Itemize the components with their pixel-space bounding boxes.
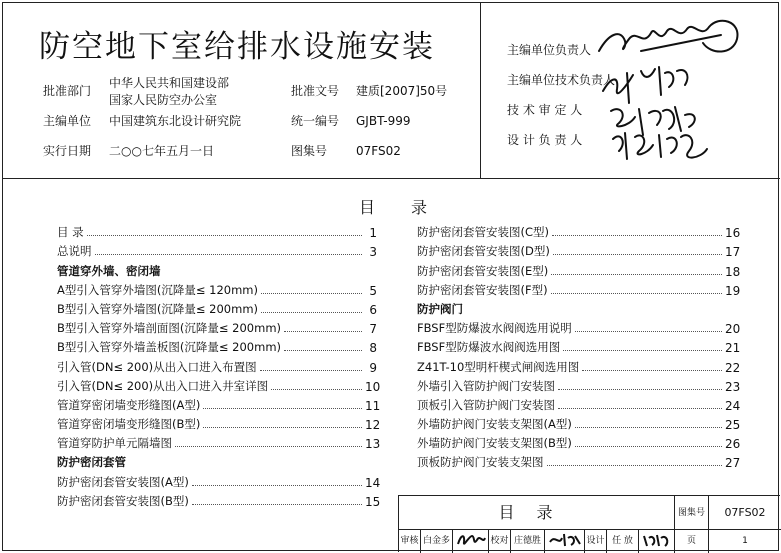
toc-entry[interactable] <box>417 375 741 394</box>
toc-entry[interactable] <box>57 413 381 433</box>
toc-entry-label: 外墙引入管防护阀门安装图 <box>417 378 555 393</box>
toc-page-number: 15 <box>365 494 381 509</box>
design-label: 设计 <box>585 530 607 553</box>
toc-page-number: 14 <box>365 475 381 490</box>
checker-signature-icon <box>547 530 583 550</box>
toc-entry[interactable] <box>57 432 381 452</box>
toc-page-number: 11 <box>365 398 381 413</box>
designer-signature-icon <box>641 530 673 550</box>
checker-signature <box>545 530 585 553</box>
toc-entry-label: B型引入管穿外墙图(沉降量≤ 200mm) <box>57 301 259 316</box>
toc-entry-label: B型引入管穿外墙盖板图(沉降量≤ 200mm) <box>57 340 282 355</box>
toc-entry[interactable] <box>57 221 377 240</box>
toc-page-number: 21 <box>725 341 741 356</box>
toc-page-number: 22 <box>725 360 741 375</box>
handwritten-signatures <box>581 11 771 171</box>
toc-page-number: 17 <box>725 245 741 260</box>
toc-entry[interactable] <box>57 336 377 355</box>
toc-page-number: 12 <box>365 418 381 433</box>
toc-entry[interactable] <box>57 240 377 259</box>
toc-dot-leader <box>558 408 722 409</box>
toc-page-number: 18 <box>725 264 741 279</box>
toc-entry-label: 外墙防护阀门安装支架图(B型) <box>417 436 572 451</box>
toc-page-number: 5 <box>369 283 377 298</box>
atlas-title: 防空地下室给排水设施安装 <box>39 29 435 65</box>
toc-entry-label: 防护密闭套管安装图(E型) <box>417 263 549 278</box>
page-label: 页 <box>675 530 709 553</box>
drawing-frame <box>2 2 779 551</box>
designer-signature <box>639 530 675 553</box>
title-block <box>3 3 780 179</box>
toc-page-number: 10 <box>365 379 381 394</box>
toc-entry-label: 防护密闭套管安装图(B型) <box>57 493 189 508</box>
page-value: 1 <box>742 536 748 546</box>
atlas-no-value: 07FS02 <box>356 144 401 158</box>
toc-dot-leader <box>284 350 362 351</box>
footer-signoff-row <box>399 530 781 553</box>
toc-entry[interactable] <box>57 279 377 298</box>
toc-right-column <box>417 221 741 471</box>
effective-date-value: 二○○七年五月一日 <box>109 144 214 158</box>
title-block-left <box>3 3 480 179</box>
toc-entry-label: 管道穿外墙、密闭墙 <box>57 263 161 278</box>
toc-entry-label: 外墙防护阀门安装支架图(A型) <box>417 417 572 432</box>
toc-page-number: 23 <box>725 379 741 394</box>
designer-name: 任 放 <box>607 530 639 553</box>
toc-entry-label: 目 录 <box>57 225 84 240</box>
title-block-signatures <box>480 3 780 179</box>
review-label: 审核 <box>399 530 421 553</box>
footer-atlas-value: 07FS02 <box>709 496 781 530</box>
toc-dot-leader <box>261 312 362 313</box>
approval-dept-line2: 国家人民防空办公室 <box>109 93 218 107</box>
toc-entry[interactable] <box>417 336 741 356</box>
footer-title-block <box>398 495 780 552</box>
footer-atlas-label: 图集号 <box>675 496 709 530</box>
toc-entry[interactable] <box>57 490 381 509</box>
toc-entry-label: 防护阀门 <box>417 301 463 316</box>
toc-dot-leader <box>175 446 362 447</box>
toc-entry-label: FBSF型防爆波水阀阀选用图 <box>417 340 561 355</box>
footer-title: 目录 <box>399 496 675 530</box>
editor-unit-label: 主编单位 <box>43 114 92 128</box>
unified-no-label: 统一编号 <box>291 114 340 128</box>
toc-entry-label: 管道穿密闭墙变形缝图(B型) <box>57 417 201 432</box>
toc-page-number: 25 <box>725 418 741 433</box>
check-label: 校对 <box>489 530 511 553</box>
role-chief-editor: 主编单位负责人 <box>507 43 592 57</box>
toc-page-number: 8 <box>369 341 377 356</box>
toc-page-number: 7 <box>369 322 377 337</box>
toc-dot-leader <box>551 293 722 294</box>
toc-dot-leader <box>87 235 362 236</box>
toc-entry-label: 管道穿密闭墙变形缝图(A型) <box>57 397 201 412</box>
toc-entry[interactable] <box>57 298 377 317</box>
toc-entry-label: 管道穿防护单元隔墙图 <box>57 436 172 451</box>
toc-section-heading <box>57 451 377 470</box>
toc-entry-label: 防护密闭套管安装图(A型) <box>57 474 189 489</box>
toc-page-number: 1 <box>369 226 377 241</box>
toc-entry-label: Z41T-10型明杆楔式闸阀选用图 <box>417 359 580 374</box>
toc-entry[interactable] <box>417 432 741 452</box>
role-technical-chief: 主编单位技术负责人 <box>507 73 616 87</box>
toc-page-number: 24 <box>725 398 741 413</box>
toc-page-number: 3 <box>369 245 377 260</box>
toc-entry-label: 总说明 <box>57 244 92 259</box>
toc-section-heading <box>57 259 377 278</box>
editor-unit-value: 中国建筑东北设计研究院 <box>109 114 242 128</box>
role-technical-reviewer: 技 术 审 定 人 <box>507 103 583 117</box>
toc-dot-leader <box>95 254 363 255</box>
toc-title: 目录 <box>359 198 464 217</box>
toc-dot-leader <box>563 350 722 351</box>
toc-page-number: 26 <box>725 437 741 452</box>
toc-page-number: 20 <box>725 322 741 337</box>
toc-dot-leader <box>203 408 362 409</box>
toc-dot-leader <box>553 254 722 255</box>
toc-entry[interactable] <box>57 394 381 413</box>
reviewer-name: 白金多 <box>421 530 453 553</box>
toc-dot-leader <box>575 331 722 332</box>
toc-page-number: 9 <box>369 360 377 375</box>
role-design-chief: 设 计 负 责 人 <box>507 133 583 147</box>
toc-dot-leader <box>582 370 722 371</box>
toc-entry-label: 顶板引入管防护阀门安装图 <box>417 397 555 412</box>
approval-no-label: 批准文号 <box>291 84 340 98</box>
unified-no-value: GJBT-999 <box>356 114 411 128</box>
toc-dot-leader <box>551 274 722 275</box>
toc-entry-label: 防护密闭套管安装图(C型) <box>417 225 550 240</box>
toc-page-number: 16 <box>725 226 741 241</box>
toc-dot-leader <box>260 370 362 371</box>
toc-dot-leader <box>284 331 362 332</box>
toc-dot-leader <box>203 427 362 428</box>
toc-entry-label: FBSF型防爆波水阀阀选用说明 <box>417 321 572 336</box>
toc-entry-label: 防护密闭套管安装图(F型) <box>417 282 548 297</box>
toc-dot-leader <box>552 235 722 236</box>
toc-page-number: 6 <box>369 302 377 317</box>
toc-entry[interactable] <box>57 317 377 336</box>
toc-entry[interactable] <box>417 355 741 375</box>
toc-entry[interactable] <box>57 470 381 490</box>
toc-dot-leader <box>271 389 362 390</box>
toc-dot-leader <box>558 389 722 390</box>
toc-entry[interactable] <box>57 355 377 374</box>
toc-dot-leader <box>261 293 362 294</box>
approval-dept-line1: 中华人民共和国建设部 <box>109 76 230 90</box>
toc-dot-leader <box>575 427 722 428</box>
toc-entry[interactable] <box>417 451 741 471</box>
toc-entry[interactable] <box>417 221 741 241</box>
toc-dot-leader <box>547 465 723 466</box>
approval-no-value: 建质[2007]50号 <box>356 84 448 98</box>
toc-entry-label: 引入管(DN≤ 200)从出入口进入井室详图 <box>57 378 269 393</box>
reviewer-signature-icon <box>455 530 487 550</box>
toc-entry[interactable] <box>417 413 741 433</box>
toc-dot-leader <box>192 504 362 505</box>
toc-left-column <box>57 221 381 509</box>
reviewer-signature <box>453 530 489 553</box>
toc-page-number: 27 <box>725 456 741 471</box>
toc-entry-label: 防护密闭套管 <box>57 455 126 470</box>
checker-name: 庄德胜 <box>511 530 545 553</box>
toc-entry-label: 顶板防护阀门安装支架图 <box>417 455 544 470</box>
approval-dept-label: 批准部门 <box>43 84 92 98</box>
toc-entry-label: A型引入管穿外墙图(沉降量≤ 120mm) <box>57 282 258 297</box>
toc-section-heading <box>417 298 737 317</box>
toc-page-number: 13 <box>365 437 381 452</box>
toc-entry[interactable] <box>57 375 381 394</box>
effective-date-label: 实行日期 <box>43 144 92 158</box>
toc-dot-leader <box>575 446 722 447</box>
toc-entry-label: B型引入管穿外墙剖面图(沉降量≤ 200mm) <box>57 321 282 336</box>
toc-entry[interactable] <box>417 394 741 413</box>
toc-entry[interactable] <box>417 317 741 337</box>
toc-entry[interactable] <box>417 279 741 298</box>
toc-entry-label: 引入管(DN≤ 200)从出入口进入布置图 <box>57 359 257 374</box>
toc-entry[interactable] <box>417 240 741 260</box>
toc-dot-leader <box>192 485 362 486</box>
toc-entry[interactable] <box>417 259 741 279</box>
toc-entry-label: 防护密闭套管安装图(D型) <box>417 244 550 259</box>
atlas-no-label: 图集号 <box>291 144 328 158</box>
toc-page-number: 19 <box>725 283 741 298</box>
